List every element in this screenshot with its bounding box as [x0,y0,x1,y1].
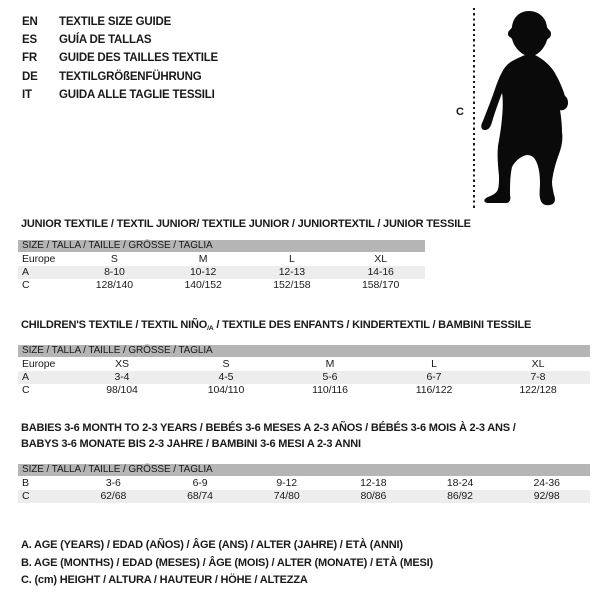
height-cell: 140/152 [184,279,222,291]
measure-legend [21,537,433,590]
baby-silhouette-image [481,8,576,208]
legend-line-c: C. (cm) HEIGHT / ALTURA / HAUTEUR / HÖHE / ALTEZZA [21,574,308,586]
height-cell: 98/104 [106,384,138,396]
table-row-age-months [18,477,590,490]
height-measure-dotted-line [473,8,475,210]
size-cell: M [198,253,208,265]
row-label: Europe [22,253,56,265]
language-row-en [22,13,218,31]
row-label: C [22,490,30,502]
age-cell: 7-8 [530,371,546,383]
language-title: GUIDE DES TAILLES TEXTILE [59,52,218,65]
children-title-pre: CHILDREN'S TEXTILE / TEXTIL NIÑO [21,319,208,331]
size-cell: S [222,358,230,370]
age-cell: 3-6 [105,477,121,489]
age-cell: 3-4 [114,371,130,383]
height-cell: 86/92 [447,490,473,502]
language-title: TEXTILE SIZE GUIDE [59,16,172,28]
language-row-it [22,86,218,104]
age-cell: 12-18 [360,477,387,489]
language-row-fr [22,49,218,67]
height-cell: 92/98 [533,490,560,502]
language-row-es [22,31,218,49]
age-cell: 6-7 [426,371,442,383]
table-row-age [18,371,590,384]
legend-line-b: B. AGE (MONTHS) / EDAD (MESES) / ÂGE (MOIS) / ALTER (MONATE) / ETÀ (MESI) [21,556,433,569]
size-cell: L [431,358,437,370]
height-cell: 116/122 [415,384,453,396]
height-cell: 122/128 [519,384,557,396]
size-header-bar: SIZE / TALLA / TAILLE / GRÖSSE / TAGLIA [18,240,425,252]
babies-section-title-line2: BABYS 3-6 MONATE BIS 2-3 JAHRE / BAMBINI 3-6 MESI A 2-3 ANNI [21,438,361,450]
age-cell: 14-16 [367,266,394,278]
height-cell: 104/110 [207,384,245,396]
language-code: EN [22,16,38,28]
legend-line-a: A. AGE (YEARS) / EDAD (AÑOS) / ÂGE (ANS) / ALTER (JAHRE) / ETÀ (ANNI) [21,539,403,551]
language-code: IT [22,88,32,101]
height-cell: 128/140 [95,279,133,291]
row-label: Europe [22,358,56,370]
babies-section-title-line1: BABIES 3-6 MONTH TO 2-3 YEARS / BEBÉS 3-6 MESES A 2-3 AÑOS / BÉBÉS 3-6 MOIS À 2-3 ANS / [21,422,516,434]
junior-size-table [18,240,425,292]
table-row-europe [18,358,590,371]
children-size-table [18,345,590,397]
age-cell: 4-5 [218,371,234,383]
age-cell: 8-10 [104,266,125,278]
children-title-post: / TEXTILE DES ENFANTS / KINDERTEXTIL / BAMBINI TESSILE [213,319,532,331]
table-row-height [18,384,590,397]
size-cell: XL [374,253,387,265]
height-cell: 74/80 [273,490,300,502]
size-cell: XL [531,358,545,370]
age-cell: 18-24 [446,477,474,489]
age-cell: 10-12 [189,266,217,278]
table-row-age [18,266,425,279]
height-cell: 62/68 [100,490,127,502]
language-title: GUIDA ALLE TAGLIE TESSILI [59,88,215,101]
table-row-europe [18,253,425,266]
row-label: C [22,384,30,396]
row-label: B [22,477,29,489]
age-cell: 6-9 [192,477,208,489]
age-cell: 5-6 [322,371,338,383]
language-code: FR [22,52,37,65]
size-cell: XS [115,358,129,370]
language-title: TEXTILGRÖßENFÜHRUNG [59,70,202,83]
height-cell: 152/158 [273,279,311,291]
language-row-de [22,68,218,86]
age-cell: 9-12 [276,477,297,489]
size-cell: M [325,358,335,370]
language-title-list [22,13,218,104]
height-cell: 158/170 [361,279,400,291]
height-cell: 80/86 [360,490,387,502]
language-title: GUÍA DE TALLAS [59,34,152,47]
size-header-bar: SIZE / TALLA / TAILLE / GRÖSSE / TAGLIA [18,345,590,357]
junior-section-title: JUNIOR TEXTILE / TEXTIL JUNIOR/ TEXTILE JUNIOR / JUNIORTEXTIL / JUNIOR TESSILE [21,218,471,230]
language-code: ES [22,34,37,47]
height-cell: 110/116 [312,384,348,396]
language-code: DE [22,70,38,83]
babies-size-table [18,464,590,503]
age-cell: 24-36 [533,477,560,489]
row-label: A [22,266,29,278]
height-measure-label: C [456,106,464,118]
row-label: A [22,371,29,383]
size-header-bar: SIZE / TALLA / TAILLE / GRÖSSE / TAGLIA [18,464,590,476]
row-label: C [22,279,30,291]
children-section-title [21,319,531,335]
age-cell: 12-13 [278,266,306,278]
size-cell: S [110,253,118,265]
table-row-height [18,490,590,503]
table-row-height [18,279,425,292]
height-cell: 68/74 [187,490,213,502]
size-cell: L [289,253,295,265]
children-title-subscript: /A [207,325,214,332]
